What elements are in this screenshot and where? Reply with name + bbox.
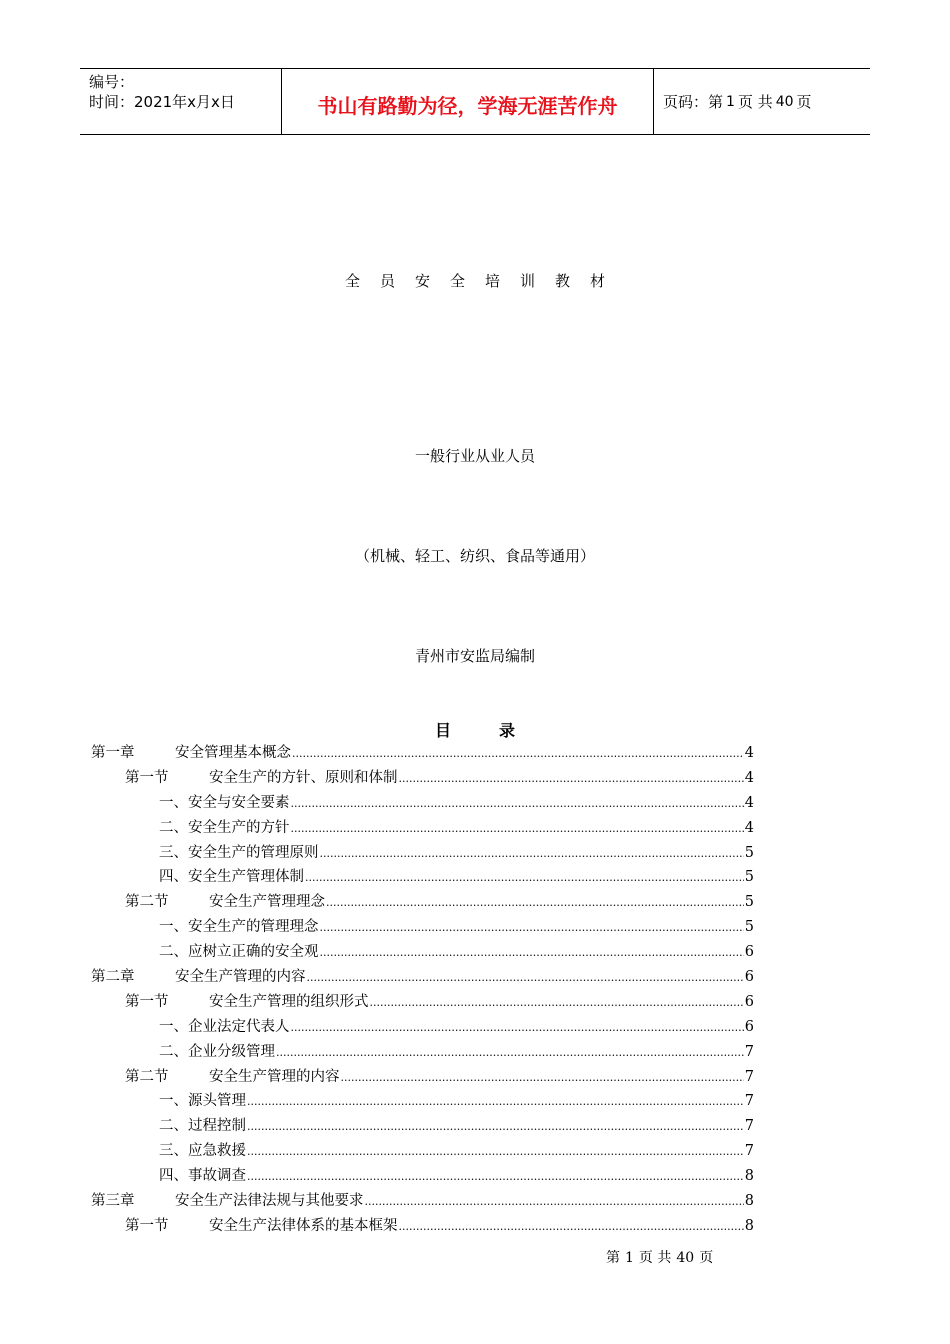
toc-entry-page: 7	[744, 1043, 754, 1060]
toc-entry-page: 8	[744, 1168, 754, 1185]
toc-entry[interactable]	[91, 1164, 754, 1189]
toc-entry[interactable]	[91, 816, 754, 841]
toc-entry[interactable]	[91, 990, 754, 1015]
toc-dot-leader	[399, 767, 744, 792]
footer-total: 40	[676, 1250, 695, 1266]
toc-entry-number: 二、	[159, 819, 188, 836]
toc-dot-leader	[247, 1090, 744, 1115]
header-meta	[80, 69, 281, 134]
document-time-label: 时间：2021年x月x日	[89, 93, 235, 111]
document-author: 青州市安监局编制	[414, 647, 535, 665]
toc-entry[interactable]	[91, 766, 754, 791]
toc-entry-number: 二、	[159, 1043, 188, 1060]
toc-entry-page: 7	[744, 1118, 754, 1135]
header-page-current: 1	[726, 93, 735, 110]
toc-entry-title: 安全管理基本概念	[175, 745, 291, 761]
toc-entry-page: 4	[744, 745, 754, 761]
toc-entry-page: 5	[744, 894, 754, 911]
toc-dot-leader	[320, 941, 744, 966]
toc-entry-title: 应树立正确的安全观	[188, 944, 319, 961]
toc-entry-title: 安全生产管理的内容	[209, 1068, 340, 1085]
toc-entry-title: 安全生产的管理原则	[188, 844, 319, 861]
toc-entry-page: 6	[744, 944, 754, 961]
toc-dot-leader	[247, 1140, 744, 1165]
toc-entry[interactable]	[91, 1065, 754, 1090]
toc-entry-number: 第一节	[125, 769, 169, 786]
toc-entry-title: 事故调查	[188, 1168, 246, 1185]
toc-entry-title: 安全生产法律法规与其他要求	[175, 1193, 364, 1210]
toc-heading: 目录	[434, 721, 563, 740]
footer-pre: 第	[606, 1250, 620, 1266]
toc-entry-title: 过程控制	[188, 1118, 246, 1135]
toc-entry-number: 第二节	[125, 1068, 169, 1085]
toc-entry-page: 6	[744, 1018, 754, 1035]
toc-entry-number: 一、	[159, 1018, 188, 1035]
toc-entry-number: 一、	[159, 1093, 188, 1110]
toc-entry-number: 第二章	[91, 969, 135, 986]
toc-entry-title: 安全生产的方针、原则和体制	[209, 769, 398, 786]
toc-entry-number: 二、	[159, 1118, 188, 1135]
toc-entry-title: 安全生产的管理理念	[188, 919, 319, 936]
toc-dot-leader	[276, 1041, 744, 1066]
toc-entry[interactable]	[91, 1189, 754, 1214]
toc-entry-number: 第一节	[125, 993, 169, 1010]
page-header	[80, 68, 870, 135]
toc-dot-leader	[307, 966, 744, 991]
toc-entry-page: 5	[744, 844, 754, 861]
toc-entry[interactable]	[91, 915, 754, 940]
toc-entry-title: 安全生产法律体系的基本框架	[209, 1217, 398, 1234]
footer-mid: 页 共	[638, 1250, 672, 1266]
toc-entry-number: 一、	[159, 794, 188, 811]
toc-entry[interactable]	[91, 1089, 754, 1114]
footer-current: 1	[625, 1250, 634, 1266]
toc-entry[interactable]	[91, 1114, 754, 1139]
toc-entry-title: 安全生产管理的内容	[175, 969, 306, 986]
toc-entry[interactable]	[91, 791, 754, 816]
toc-entry-page: 7	[744, 1068, 754, 1085]
toc-entry-page: 4	[744, 769, 754, 786]
toc-entry-number: 二、	[159, 944, 188, 961]
toc-entry-page: 7	[744, 1143, 754, 1160]
toc-entry[interactable]	[91, 890, 754, 915]
toc-entry-page: 8	[744, 1193, 754, 1210]
toc-entry-number: 四、	[159, 1168, 188, 1185]
toc-entry[interactable]	[91, 965, 754, 990]
table-of-contents	[91, 741, 754, 1239]
toc-dot-leader	[399, 1215, 744, 1240]
toc-entry-page: 6	[744, 993, 754, 1010]
toc-entry-page: 5	[744, 869, 754, 886]
header-page-total: 40	[775, 93, 794, 110]
header-page-info	[654, 69, 870, 134]
header-page-mid: 页 共	[737, 93, 773, 111]
toc-dot-leader	[305, 866, 744, 891]
toc-entry-number: 第一章	[91, 745, 135, 761]
toc-dot-leader	[292, 742, 744, 767]
toc-entry-page: 4	[744, 819, 754, 836]
toc-dot-leader	[247, 1115, 744, 1140]
toc-dot-leader	[291, 1016, 744, 1041]
toc-entry-title: 安全生产的方针	[188, 819, 290, 836]
toc-entry-title: 企业分级管理	[188, 1043, 275, 1060]
toc-entry[interactable]	[91, 841, 754, 866]
toc-entry[interactable]	[91, 1015, 754, 1040]
toc-entry-page: 8	[744, 1217, 754, 1234]
toc-dot-leader	[326, 891, 744, 916]
toc-entry-title: 安全生产管理的组织形式	[209, 993, 369, 1010]
toc-dot-leader	[370, 991, 744, 1016]
document-number-label: 编号：	[89, 73, 135, 91]
page-footer	[606, 1247, 718, 1267]
document-title: 全员安全培训教材	[344, 272, 625, 290]
toc-entry-number: 三、	[159, 844, 188, 861]
toc-entry[interactable]	[91, 1040, 754, 1065]
toc-entry-number: 第二节	[125, 894, 169, 911]
toc-entry-number: 第三章	[91, 1193, 135, 1210]
document-subtitle: 一般行业从业人员	[414, 447, 535, 465]
toc-entry-title: 安全生产管理理念	[209, 894, 325, 911]
toc-dot-leader	[341, 1066, 744, 1091]
toc-entry-title: 企业法定代表人	[188, 1018, 290, 1035]
toc-entry-title: 源头管理	[188, 1093, 246, 1110]
header-page-pre: 页码：第	[663, 93, 724, 111]
toc-entry-number: 一、	[159, 919, 188, 936]
toc-dot-leader	[320, 842, 744, 867]
toc-entry[interactable]	[91, 940, 754, 965]
toc-dot-leader	[247, 1165, 744, 1190]
toc-dot-leader	[365, 1190, 744, 1215]
toc-dot-leader	[291, 792, 744, 817]
toc-dot-leader	[320, 916, 744, 941]
toc-entry[interactable]	[91, 1139, 754, 1164]
toc-entry-page: 5	[744, 919, 754, 936]
header-page-post: 页	[796, 93, 812, 111]
toc-entry-page: 6	[744, 969, 754, 986]
toc-entry-number: 第一节	[125, 1217, 169, 1234]
toc-entry[interactable]	[91, 741, 754, 766]
header-motto: 书山有路勤为径，学海无涯苦作舟	[281, 69, 654, 134]
toc-entry[interactable]	[91, 1214, 754, 1239]
toc-entry-title: 安全生产管理体制	[188, 869, 304, 886]
footer-post: 页	[699, 1250, 714, 1266]
toc-entry-number: 四、	[159, 869, 188, 886]
toc-entry-title: 应急救援	[188, 1143, 246, 1160]
toc-entry-title: 安全与安全要素	[188, 794, 290, 811]
toc-dot-leader	[291, 817, 744, 842]
toc-entry-page: 4	[744, 794, 754, 811]
toc-entry-page: 7	[744, 1093, 754, 1110]
toc-entry[interactable]	[91, 865, 754, 890]
document-scope: （机械、轻工、纺织、食品等通用）	[354, 547, 595, 565]
toc-entry-number: 三、	[159, 1143, 188, 1160]
